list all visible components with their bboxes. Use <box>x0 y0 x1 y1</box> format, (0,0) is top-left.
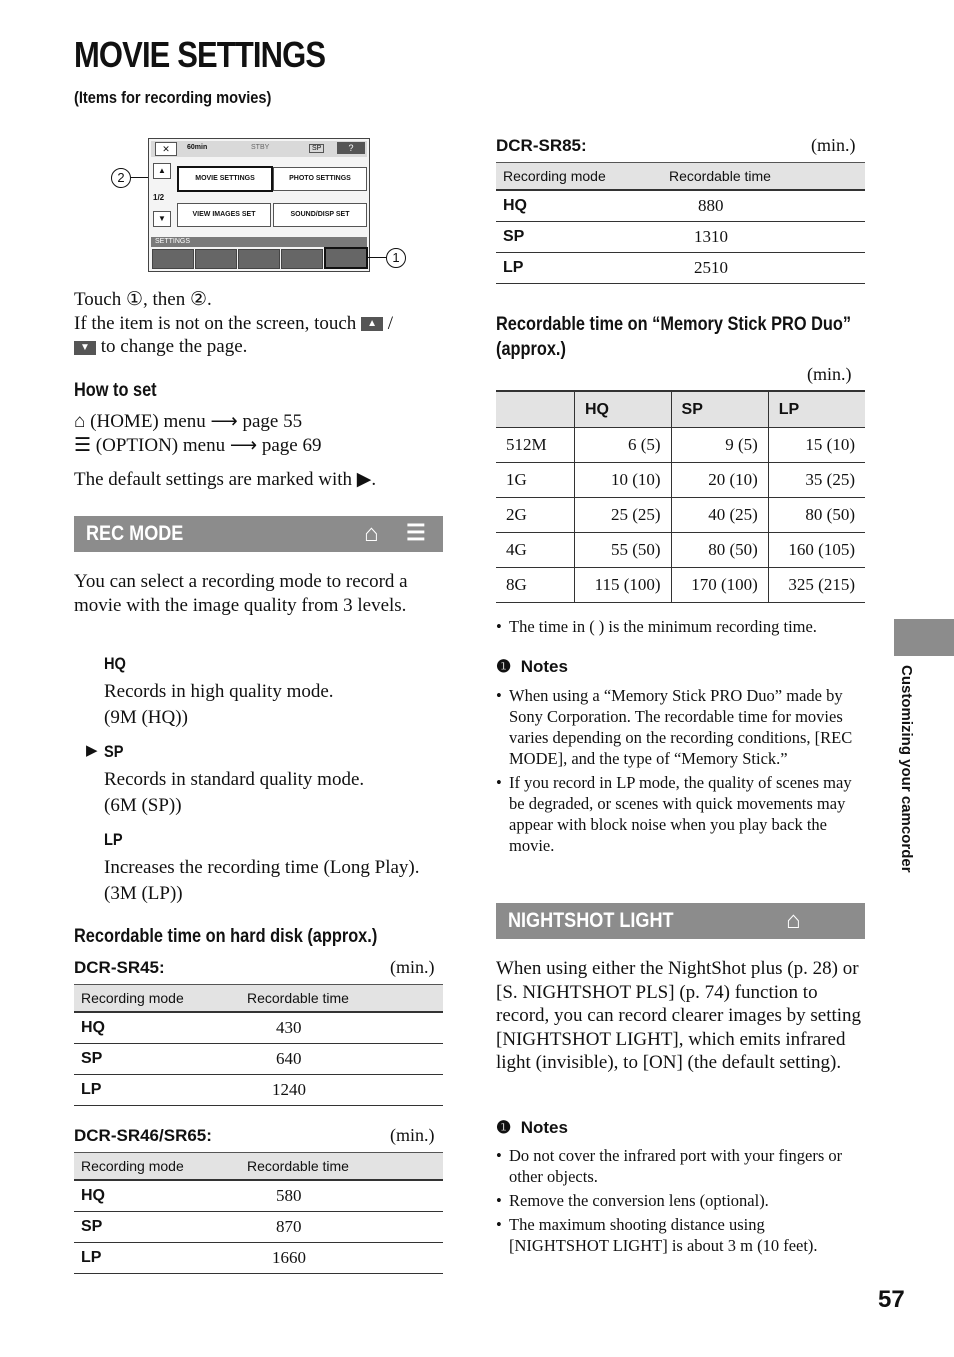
table-row: 1G 10 (10) 20 (10) 35 (25) <box>496 463 865 498</box>
nightshot-description: When using either the NightShot plus (p. 28) or [S. NIGHTSHOT PLS] (p. 74) function to record, you can record clearer images by setting [NIGHTSHOT LIGHT], which emits infrared light (invisible), to [ON] (the default setting). <box>496 958 862 1073</box>
intro <box>74 288 444 359</box>
touch-instruction: Touch ①, then ②. <box>74 289 212 310</box>
movie-settings-button: MOVIE SETTINGS <box>177 166 273 192</box>
option-icon: ☰ <box>406 520 426 545</box>
table-row: SP 640 <box>74 1044 443 1075</box>
home-icon: ⌂ <box>74 411 86 432</box>
callout-1-line <box>368 257 386 258</box>
home-icon: ⌂ <box>364 520 379 547</box>
side-tab-marker <box>894 619 954 656</box>
sr85-table <box>496 162 865 284</box>
callout-2: 2 <box>111 168 131 188</box>
settings-tab-icon <box>324 247 368 269</box>
sr45-table <box>74 984 443 1106</box>
notes-heading: ❶ Notes <box>496 657 568 676</box>
page-indicator: 1/2 <box>153 193 165 202</box>
sr46-sr65-table <box>74 1152 443 1274</box>
page-down-icon: ▼ <box>74 341 96 355</box>
col-header: Recordable time <box>240 985 443 1013</box>
model-label: DCR-SR85: <box>496 136 587 155</box>
note-item: • The maximum shooting distance using [NIGHTSHOT LIGHT] is about 3 m (10 feet). <box>496 1214 866 1256</box>
slash: / <box>387 312 394 334</box>
table-row: 8G 115 (100) 170 (100) 325 (215) <box>496 568 865 603</box>
note-item: • If you record in LP mode, the quality of scenes may be degraded, or scenes with quick movements may appear with block noise when you play back the movie. <box>496 772 861 856</box>
nightshot-heading: NIGHTSHOT LIGHT <box>508 909 674 932</box>
rec-mode-item-lp <box>74 830 444 918</box>
nightshot-section-bar <box>496 903 865 939</box>
playback-tab-icon <box>195 249 237 269</box>
col-header: Recording mode <box>74 985 240 1013</box>
rec-mode-item-sp <box>74 742 444 830</box>
page-instruction: If the item is not on the screen, touch <box>74 312 357 334</box>
how-to-set <box>74 410 444 492</box>
page-number: 57 <box>878 1286 905 1313</box>
item-name: LP <box>104 830 123 849</box>
rec-mode-heading: REC MODE <box>86 522 184 545</box>
how-to-set-heading: How to set <box>74 380 157 401</box>
camera-screen-figure <box>148 138 370 272</box>
page-subtitle: (Items for recording movies) <box>74 88 272 107</box>
unit-label: (min.) <box>811 135 856 155</box>
camera-tab-icon <box>152 249 194 269</box>
callout-1: 1 <box>386 248 406 268</box>
help-icon: ? <box>337 142 365 154</box>
item-detail: (3M (LP)) <box>104 883 183 904</box>
item-detail: (9M (HQ)) <box>104 707 188 728</box>
item-description: Records in high quality mode. <box>104 681 334 702</box>
table-row: 512M 6 (5) 9 (5) 15 (10) <box>496 428 865 463</box>
col-header: HQ <box>575 391 672 428</box>
model-label: DCR-SR45: <box>74 958 165 977</box>
close-icon: ✕ <box>155 142 177 156</box>
home-icon: ⌂ <box>786 907 801 934</box>
notes-list <box>496 1145 866 1259</box>
table-row: HQ 580 <box>74 1180 443 1212</box>
status-label: STBY <box>251 144 270 151</box>
note-item: • When using a “Memory Stick PRO Duo” made by Sony Corporation. The recordable time for movies varies depending on the recording conditions, [REC MODE], and the type of “Memory Stick.” <box>496 685 861 769</box>
table-row: HQ 430 <box>74 1012 443 1044</box>
settings-bar: SETTINGS <box>151 237 367 247</box>
notes-list <box>496 685 861 859</box>
side-tab-label: Customizing your camcorder <box>898 665 915 873</box>
model-label: DCR-SR46/SR65: <box>74 1126 212 1145</box>
option-menu-label: (OPTION) menu <box>95 434 226 456</box>
option-icon: ☰ <box>74 434 92 456</box>
edit-tab-icon <box>238 249 280 269</box>
col-header: Recording mode <box>74 1153 240 1181</box>
arrow-icon: ⟶ <box>210 411 238 432</box>
col-header: Recordable time <box>240 1153 443 1181</box>
unit-label: (min.) <box>807 364 852 384</box>
rec-mode-section-bar <box>74 516 443 552</box>
table-row: LP 2510 <box>496 253 865 284</box>
unit-label: (min.) <box>390 957 435 977</box>
default-note: The default settings are marked with ▶. <box>74 469 377 490</box>
col-header: SP <box>671 391 768 428</box>
table-row: SP 870 <box>74 1212 443 1243</box>
table-row: HQ 880 <box>496 190 865 222</box>
default-marker-icon: ▶ <box>86 743 98 759</box>
hard-disk-heading: Recordable time on hard disk (approx.) <box>74 926 378 947</box>
item-description: Increases the recording time (Long Play). <box>104 857 420 878</box>
table-row: SP 1310 <box>496 222 865 253</box>
sound-disp-set-button: SOUND/DISP SET <box>273 203 367 227</box>
home-page-ref: page 55 <box>242 411 303 432</box>
page-up-icon: ▲ <box>153 163 171 179</box>
item-detail: (6M (SP)) <box>104 795 182 816</box>
col-header: Recordable time <box>662 163 865 191</box>
home-menu-label: (HOME) menu <box>90 411 206 432</box>
memory-stick-heading: Recordable time on “Memory Stick PRO Duo” (approx.) <box>496 314 852 360</box>
status-bar <box>151 141 367 157</box>
col-header <box>496 391 575 428</box>
item-name: SP <box>104 742 124 761</box>
rec-mode-items <box>74 654 444 918</box>
memory-stick-table <box>496 390 865 603</box>
caution-icon: ❶ <box>496 1118 512 1137</box>
table-row: 4G 55 (50) 80 (50) 160 (105) <box>496 533 865 568</box>
option-page-ref: page 69 <box>261 434 322 456</box>
caution-icon: ❶ <box>496 657 512 676</box>
col-header: Recording mode <box>496 163 662 191</box>
note-item: • Remove the conversion lens (optional). <box>496 1190 866 1211</box>
mode-label: SP <box>309 144 324 153</box>
page-up-icon: ▲ <box>361 317 383 331</box>
page-title: MOVIE SETTINGS <box>74 34 326 75</box>
table-row: LP 1660 <box>74 1243 443 1274</box>
battery-indicator: 60min <box>187 144 208 151</box>
page-down-icon: ▼ <box>153 211 171 227</box>
view-images-set-button: VIEW IMAGES SET <box>177 203 271 227</box>
photo-settings-button: PHOTO SETTINGS <box>273 167 367 191</box>
item-name: HQ <box>104 654 126 673</box>
rec-mode-item-hq <box>74 654 444 742</box>
table-row: 2G 25 (25) 40 (25) 80 (50) <box>496 498 865 533</box>
rec-mode-description: You can select a recording mode to record a movie with the image quality from 3 levels. <box>74 571 408 616</box>
print-tab-icon <box>281 249 323 269</box>
note-item: • Do not cover the infrared port with your fingers or other objects. <box>496 1145 866 1187</box>
notes-heading: ❶ Notes <box>496 1118 568 1137</box>
unit-label: (min.) <box>390 1125 435 1145</box>
col-header: LP <box>768 391 865 428</box>
item-description: Records in standard quality mode. <box>104 769 365 790</box>
page-instruction-end: to change the page. <box>100 336 248 357</box>
arrow-icon: ⟶ <box>229 434 258 456</box>
table-row: LP 1240 <box>74 1075 443 1106</box>
memory-stick-footnote: • The time in ( ) is the minimum recording time. <box>496 616 866 640</box>
